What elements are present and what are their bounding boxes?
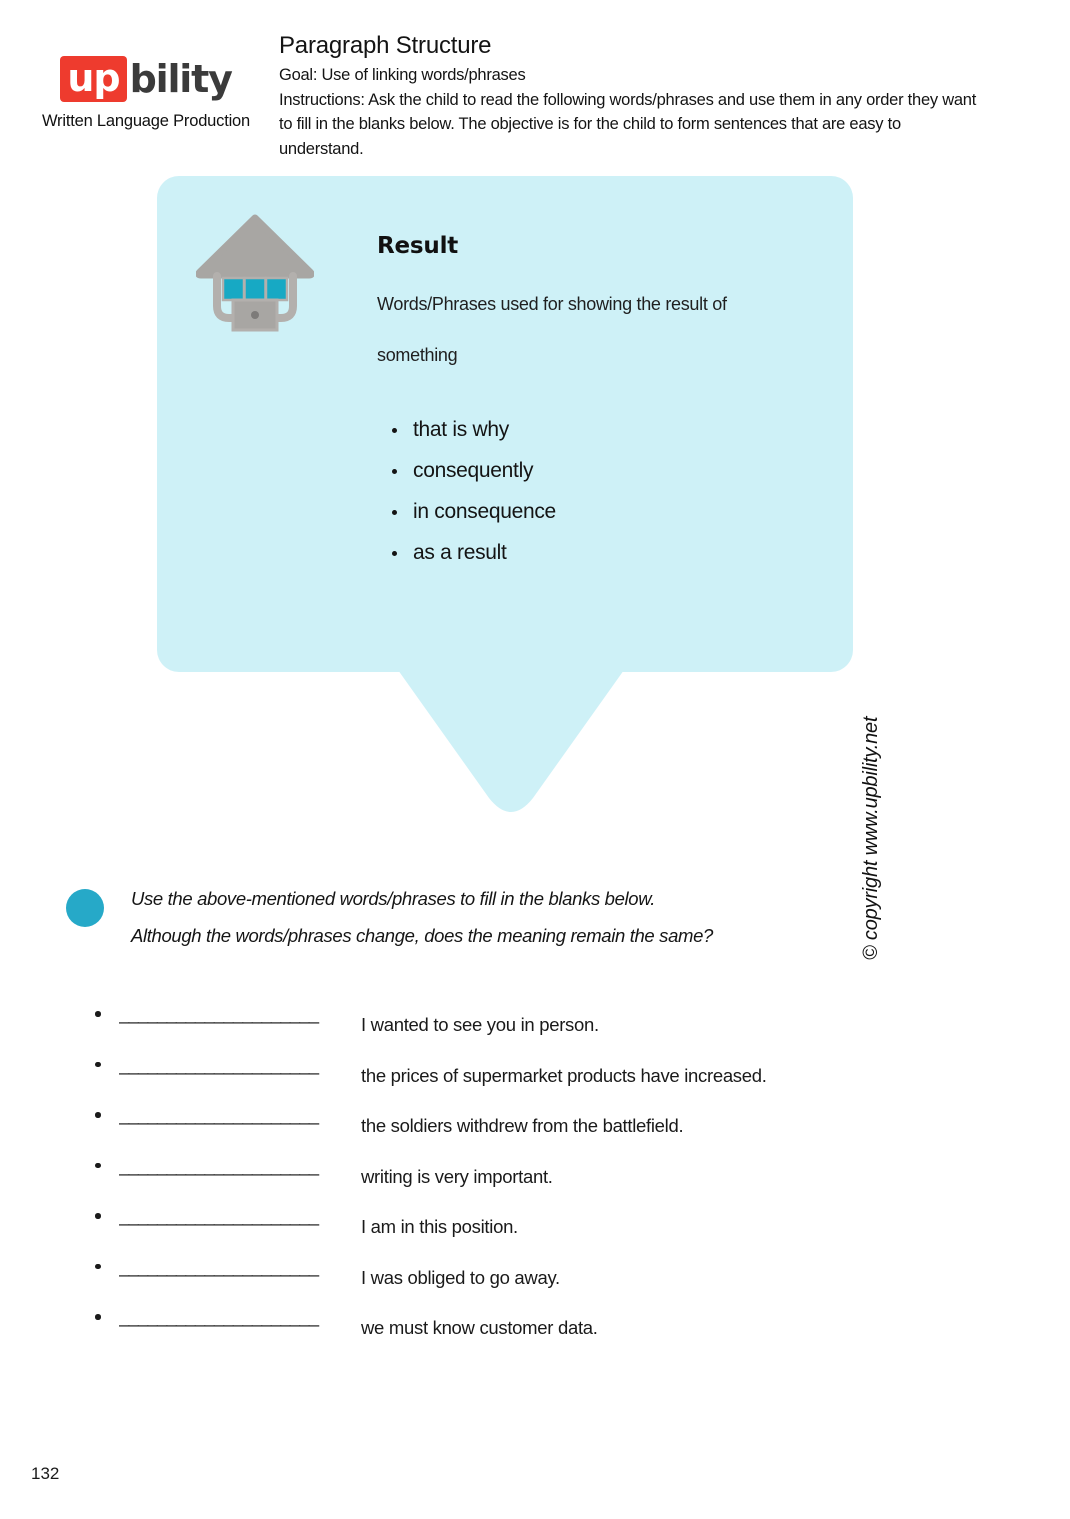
list-item[interactable] <box>95 997 975 1048</box>
blank-sentence: I was obliged to go away. <box>361 1266 560 1288</box>
bubble-description: Words/Phrases used for showing the result of something <box>377 294 727 365</box>
blank-field[interactable]: _____________________ <box>119 1306 319 1327</box>
blank-sentence: we must know customer data. <box>361 1317 598 1338</box>
list-item[interactable] <box>95 1048 975 1099</box>
list-item: in consequence <box>413 491 837 532</box>
logo-up-mark: up <box>60 56 126 102</box>
bubble-title: Result <box>377 233 459 259</box>
list-item[interactable] <box>95 1300 975 1351</box>
list-item: consequently <box>413 450 837 491</box>
blank-sentence: I wanted to see you in person. <box>361 1014 599 1035</box>
copyright-notice: © copyright www.upbility.net <box>860 716 882 960</box>
blank-sentence: writing is very important. <box>361 1165 553 1187</box>
blank-field[interactable]: _____________________ <box>119 1205 319 1226</box>
list-item[interactable] <box>95 1149 975 1200</box>
prompt-line-2: Although the words/phrases change, does the meaning remain the same? <box>131 925 713 946</box>
list-item: that is why <box>413 409 837 450</box>
brand-logo-block <box>28 56 264 131</box>
blank-field[interactable]: _____________________ <box>119 1104 319 1125</box>
house-windows-icon <box>223 278 287 300</box>
list-item[interactable] <box>95 1250 975 1301</box>
prompt-text-block <box>131 880 891 954</box>
blank-field[interactable]: _____________________ <box>119 1255 319 1277</box>
blank-sentence: I am in this position. <box>361 1216 518 1237</box>
logo-bility-mark: bility <box>129 57 232 101</box>
blank-field[interactable]: _____________________ <box>119 1154 319 1176</box>
bubble-content <box>377 233 837 573</box>
goal-line: Goal: Use of linking words/phrases <box>279 66 526 84</box>
blank-field[interactable]: _____________________ <box>119 1003 319 1024</box>
speech-bubble-tail <box>398 670 624 822</box>
prompt-line-1: Use the above-mentioned words/phrases to fill in the blanks below. <box>131 888 655 909</box>
list-item[interactable] <box>95 1199 975 1250</box>
page-number: 132 <box>31 1464 60 1483</box>
house-icon <box>196 214 314 336</box>
logo-subtitle: Written Language Production <box>41 112 251 130</box>
blank-sentence: the prices of supermarket products have increased. <box>361 1064 767 1086</box>
list-item[interactable] <box>95 1098 975 1149</box>
instructions-line: Instructions: Ask the child to read the following words/phrases and use them in any order they want to fill in the blanks below. The objective is for the child to form sentences that are easy to understand. <box>279 90 977 158</box>
logo-wordmark <box>28 56 264 102</box>
linking-phrases-list <box>377 409 837 573</box>
fill-in-blanks-list <box>95 997 975 1351</box>
header-text-block <box>279 30 979 161</box>
page-title: Paragraph Structure <box>279 32 492 59</box>
prompt-bullet-icon <box>66 889 104 927</box>
blank-field[interactable]: _____________________ <box>119 1053 319 1075</box>
blank-sentence: the soldiers withdrew from the battlefield. <box>361 1115 684 1136</box>
list-item: as a result <box>413 532 837 573</box>
